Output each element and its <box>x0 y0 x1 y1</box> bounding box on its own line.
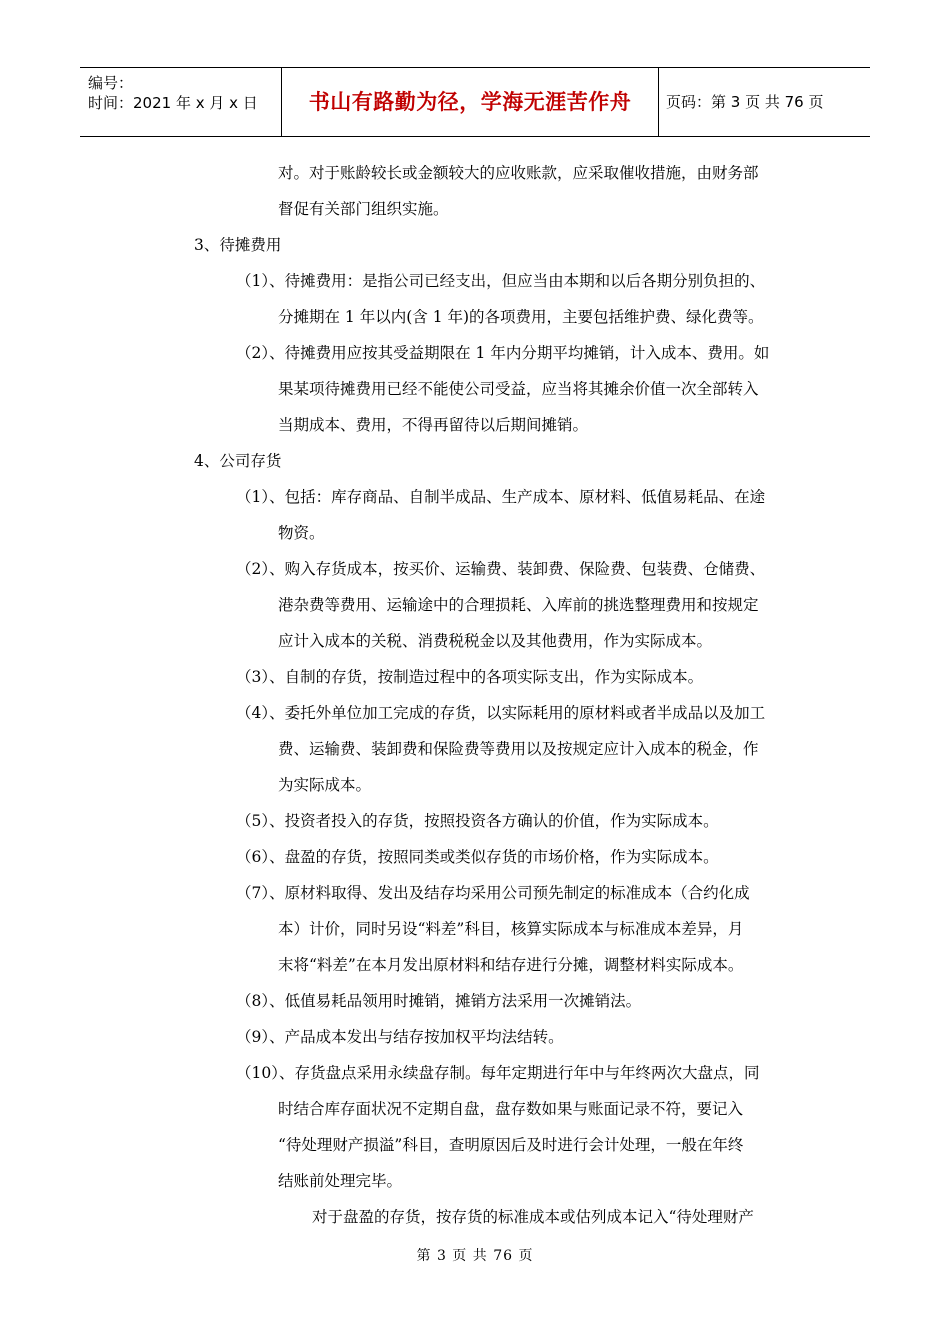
list-item-line: （10）、存货盘点采用永续盘存制。每年定期进行年中与年终两次大盘点，同 <box>236 1064 760 1082</box>
paragraph-line: 应计入成本的关税、消费税税金以及其他费用，作为实际成本。 <box>278 632 713 650</box>
list-item-line: （2）、购入存货成本，按买价、运输费、装卸费、保险费、包装费、仓储费、 <box>236 560 766 578</box>
list-item-line: （2）、待摊费用应按其受益期限在 1 年内分期平均摊销，计入成本、费用。如 <box>236 344 770 362</box>
paragraph-line: 本）计价，同时另设“料差”科目，核算实际成本与标准成本差异，月 <box>278 920 744 938</box>
paragraph-line: “待处理财产损溢”科目，查明原因后及时进行会计处理，一般在年终 <box>278 1136 744 1154</box>
paragraph-line: 为实际成本。 <box>278 776 372 794</box>
list-item-line: （7）、原材料取得、发出及结存均采用公司预先制定的标准成本（合约化成 <box>236 884 750 902</box>
list-item-line: （5）、投资者投入的存货，按照投资各方确认的价值，作为实际成本。 <box>236 812 719 830</box>
list-item-line: （1）、待摊费用：是指公司已经支出，但应当由本期和以后各期分别负担的、 <box>236 272 766 290</box>
paragraph-line: 结账前处理完毕。 <box>278 1172 403 1190</box>
paragraph-line: 时结合库存面状况不定期自盘，盘存数如果与账面记录不符，要记入 <box>278 1100 744 1118</box>
page-footer: 第 3 页 共 76 页 <box>416 1248 534 1264</box>
paragraph-line: 对于盘盈的存货，按存货的标准成本或估列成本记入“待处理财产 <box>312 1208 754 1226</box>
list-item-line: （8）、低值易耗品领用时摊销，摊销方法采用一次摊销法。 <box>236 992 642 1010</box>
paragraph-line: 对。对于账龄较长或金额较大的应收账款，应采取催收措施，由财务部 <box>278 164 759 182</box>
paragraph-line: 末将“料差”在本月发出原材料和结存进行分摊，调整材料实际成本。 <box>278 956 744 974</box>
header-page-label: 页码：第 3 页 共 76 页 <box>666 93 824 111</box>
paragraph-line: 当期成本、费用，不得再留待以后期间摊销。 <box>278 416 589 434</box>
paragraph-line: 费、运输费、装卸费和保险费等费用以及按规定应计入成本的税金，作 <box>278 740 759 758</box>
document-time-label: 时间：2021 年 x 月 x 日 <box>88 94 258 112</box>
list-item-line: （4）、委托外单位加工完成的存货，以实际耗用的原材料或者半成品以及加工 <box>236 704 766 722</box>
list-item-line: （9）、产品成本发出与结存按加权平均法结转。 <box>236 1028 564 1046</box>
document-number-label: 编号： <box>88 74 134 92</box>
paragraph-line: 督促有关部门组织实施。 <box>278 200 449 218</box>
list-item-line: （3）、自制的存货，按制造过程中的各项实际支出，作为实际成本。 <box>236 668 704 686</box>
paragraph-line: 港杂费等费用、运输途中的合理损耗、入库前的挑选整理费用和按规定 <box>278 596 759 614</box>
list-item-line: （1）、包括：库存商品、自制半成品、生产成本、原材料、低值易耗品、在途 <box>236 488 766 506</box>
header-divider <box>658 68 659 136</box>
document-header <box>80 67 870 137</box>
paragraph-line: 果某项待摊费用已经不能使公司受益，应当将其摊余价值一次全部转入 <box>278 380 759 398</box>
paragraph-line: 物资。 <box>278 524 325 542</box>
list-item-line: （6）、盘盈的存货，按照同类或类似存货的市场价格，作为实际成本。 <box>236 848 719 866</box>
section-heading: 4、公司存货 <box>194 452 282 470</box>
header-info-cell <box>80 68 280 136</box>
paragraph-line: 分摊期在 1 年以内(含 1 年)的各项费用，主要包括维护费、绿化费等。 <box>278 308 764 326</box>
section-heading: 3、待摊费用 <box>194 236 282 254</box>
header-motto: 书山有路勤为径，学海无涯苦作舟 <box>308 90 632 114</box>
